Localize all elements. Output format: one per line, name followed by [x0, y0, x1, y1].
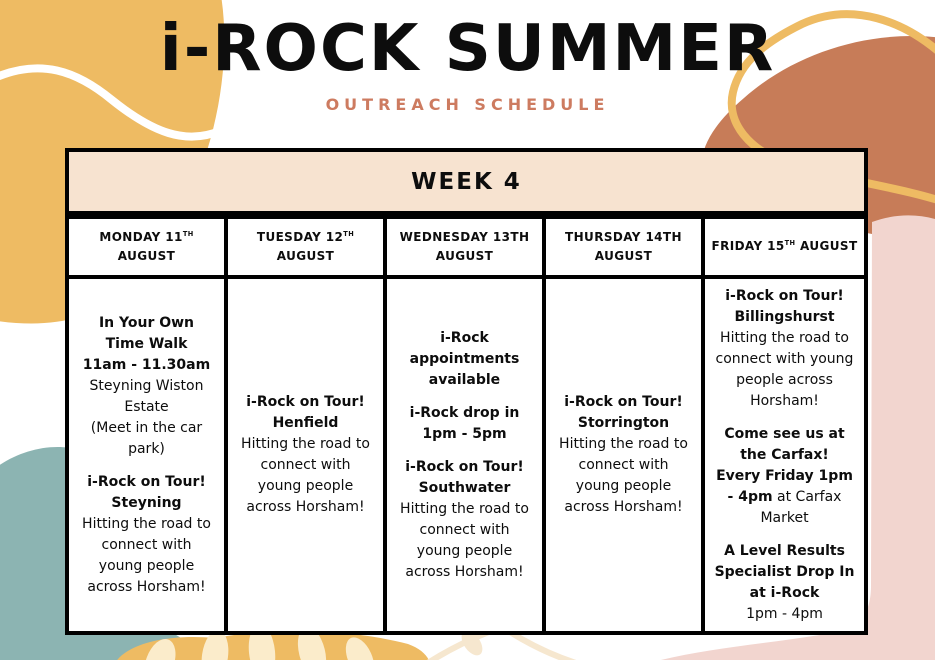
event-text-bold: 11am - 11.30am [82, 356, 211, 373]
ordinal-superscript: TH [784, 239, 796, 248]
event-text-normal: Steyning Wiston Estate [89, 377, 204, 415]
day-header-friday [705, 219, 864, 279]
event-text-normal: 1pm - 4pm [746, 605, 823, 622]
event-text [78, 514, 215, 598]
event-text-bold: i-Rock drop in [409, 404, 520, 421]
event-text-bold: In Your Own Time Walk [98, 314, 195, 352]
poster-subtitle: OUTREACH SCHEDULE [325, 95, 610, 115]
day-header-thursday [546, 219, 701, 279]
event-text-bold: Come see us at the Carfax! [724, 425, 845, 463]
event-text [714, 604, 855, 625]
event-text [396, 403, 533, 424]
event-text-bold: i-Rock on Tour! Steyning [87, 473, 206, 511]
day-column-tuesday [228, 219, 387, 631]
day-column-friday [705, 219, 864, 631]
poster-title: i-ROCK SUMMER [159, 12, 776, 86]
event-text-normal: Hitting the road to connect with young people across Horsham! [715, 329, 854, 409]
event-text [555, 434, 692, 518]
spacer [78, 460, 215, 472]
day-header-line1: THURSDAY 14TH [565, 229, 682, 244]
day-column-thursday [546, 219, 705, 631]
event-text [237, 434, 374, 518]
day-body-wednesday [387, 279, 542, 631]
day-header-monday [69, 219, 224, 279]
day-header-tuesday [228, 219, 383, 279]
event-text-bold: i-Rock appointments available [409, 329, 520, 388]
day-header-wednesday [387, 219, 542, 279]
event-text-normal: Hitting the road to connect with young people across Horsham! [82, 515, 211, 595]
day-body-thursday [546, 279, 701, 631]
spacer [714, 412, 855, 424]
event-text-bold: i-Rock on Tour! Henfield [246, 394, 365, 431]
event-text-bold: Every Friday 1pm - 4pm [716, 467, 853, 505]
event-text [237, 392, 374, 434]
event-text-normal: (Meet in the car park) [90, 419, 203, 457]
event-text-bold: i-Rock on Tour! Southwater [405, 458, 524, 496]
event-text [714, 541, 855, 604]
day-body-tuesday [228, 279, 383, 631]
event-text [78, 418, 215, 460]
event-text [78, 313, 215, 355]
event-text-normal: Hitting the road to connect with young people across Horsham! [400, 500, 529, 580]
event-text [396, 499, 533, 583]
day-column-wednesday [387, 219, 546, 631]
day-body-friday [705, 279, 864, 631]
day-body-monday [69, 279, 224, 631]
day-column-monday [69, 219, 228, 631]
spacer [714, 529, 855, 541]
event-text-normal: Hitting the road to connect with young people across Horsham! [241, 436, 370, 515]
day-header-line1: WEDNESDAY 13TH [399, 229, 530, 244]
event-text [714, 286, 855, 328]
day-header-line1: TUESDAY 12TH [256, 229, 355, 244]
schedule-table [65, 148, 868, 635]
ordinal-superscript: TH [182, 229, 194, 238]
event-text-normal: at Carfax Market [760, 488, 842, 526]
days-grid [65, 215, 868, 635]
day-header-line2: AUGUST [117, 249, 176, 263]
event-text [78, 472, 215, 514]
event-text-bold: 1pm - 5pm [422, 425, 507, 442]
day-header-line2: AUGUST [594, 249, 653, 263]
day-header-line2: AUGUST [435, 249, 494, 263]
spacer [396, 391, 533, 403]
event-text [78, 355, 215, 376]
week-banner: WEEK 4 [65, 148, 868, 215]
event-text-bold: A Level Results Specialist Drop In at i-Rock [714, 542, 855, 601]
event-text [555, 392, 692, 434]
event-text [396, 424, 533, 445]
event-text [714, 466, 855, 529]
event-text-bold: i-Rock on Tour! Storrington [564, 394, 683, 431]
event-text [78, 376, 215, 418]
day-header-line1: MONDAY 11TH [99, 229, 194, 244]
event-text [396, 328, 533, 391]
spacer [396, 445, 533, 457]
event-text-normal: Hitting the road to connect with young people across Horsham! [559, 436, 688, 515]
ordinal-superscript: TH [343, 229, 355, 238]
event-text [714, 424, 855, 466]
day-header-line1: FRIDAY 15TH AUGUST [711, 239, 858, 254]
poster-header [0, 12, 935, 115]
event-text-bold: i-Rock on Tour! Billingshurst [725, 287, 844, 325]
day-header-line2: AUGUST [276, 249, 335, 263]
event-text [714, 328, 855, 412]
event-text [396, 457, 533, 499]
